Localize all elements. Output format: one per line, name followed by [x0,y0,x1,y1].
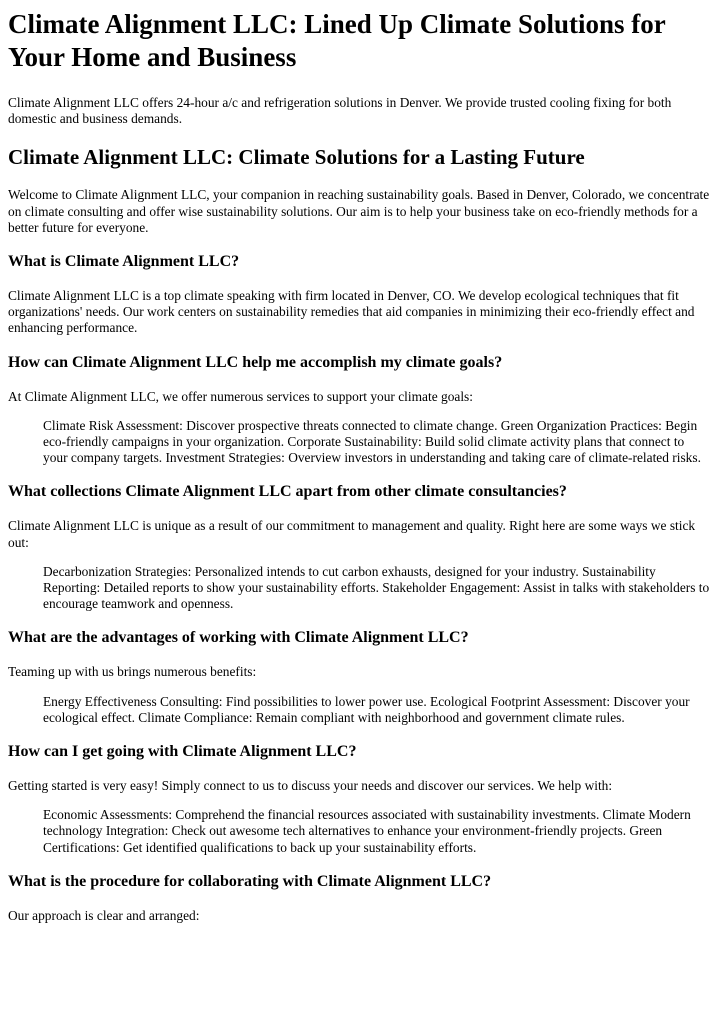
differentiators-list: Decarbonization Strategies: Personalized intends to cut carbon exhausts, designed for your industry. Sustainability Reporting: Detailed reports to show your sustainability efforts. Stakeholder Engagement: Assist in talks with stakeholders to encourage teamwork and openness. [43,563,710,612]
section-heading-what-is: What is Climate Alignment LLC? [8,253,240,271]
section-heading-apart: What collections Climate Alignment LLC apart from other climate consultancies? [8,483,567,501]
section-text-apart: Climate Alignment LLC is unique as a result of our commitment to management and quality. Right here are some ways we stick out: [8,518,696,550]
section-heading-goals: How can Climate Alignment LLC help me accomplish my climate goals? [8,353,503,371]
benefits-list: Energy Effectiveness Consulting: Find possibilities to lower power use. Ecological Footprint Assessment: Discover your ecological effect. Climate Compliance: Remain compliant with neighborhood and government climate rules. [43,693,690,725]
section-subtitle: Climate Alignment LLC: Climate Solutions for a Lasting Future [8,145,585,170]
article [0,8,720,924]
section-heading-procedure: What is the procedure for collaborating with Climate Alignment LLC? [8,872,492,890]
section-text-goals: At Climate Alignment LLC, we offer numerous services to support your climate goals: [8,388,473,404]
page-title: Climate Alignment LLC: Lined Up Climate Solutions for Your Home and Business [8,9,666,72]
section-text-procedure: Our approach is clear and arranged: [8,907,200,923]
section-text-advantages: Teaming up with us brings numerous benefits: [8,664,257,680]
welcome-paragraph: Welcome to Climate Alignment LLC, your companion in reaching sustainability goals. Based in Denver, Colorado, we concentrate on climate consulting and offer wise sustainability solutions. Our aim is to help your business take on eco-friendly methods for a better future for everyone. [8,187,710,235]
section-text-what-is: Climate Alignment LLC is a top climate speaking with firm located in Denver, CO. We develop ecological techniques that fit organizations' needs. Our work centers on sustainability remedies that aid companies in minimizing their eco-friendly effect and enhancing performance. [8,288,695,336]
section-text-get-going: Getting started is very easy! Simply connect to us to discuss your needs and discover our services. We help with: [8,778,613,794]
section-heading-advantages: What are the advantages of working with Climate Alignment LLC? [8,629,469,647]
intro-paragraph: Climate Alignment LLC offers 24-hour a/c and refrigeration solutions in Denver. We provide trusted cooling fixing for both domestic and business demands. [8,95,672,127]
services-list: Climate Risk Assessment: Discover prospective threats connected to climate change. Green Organization Practices: Begin eco-friendly campaigns in your organization. Corporate Sustainability: Build solid climate activity plans that connect to your company targets. Investment Strategies: Overview investors in understanding and taking care of climate-related risks. [43,417,701,466]
help-list: Economic Assessments: Comprehend the financial resources associated with sustainability investments. Climate Modern technology Integration: Check out awesome tech alternatives to enhance your environment-friendly projects. Green Certifications: Get identified qualifications to back up your sustainability efforts. [43,807,691,855]
section-heading-get-going: How can I get going with Climate Alignment LLC? [8,743,357,761]
